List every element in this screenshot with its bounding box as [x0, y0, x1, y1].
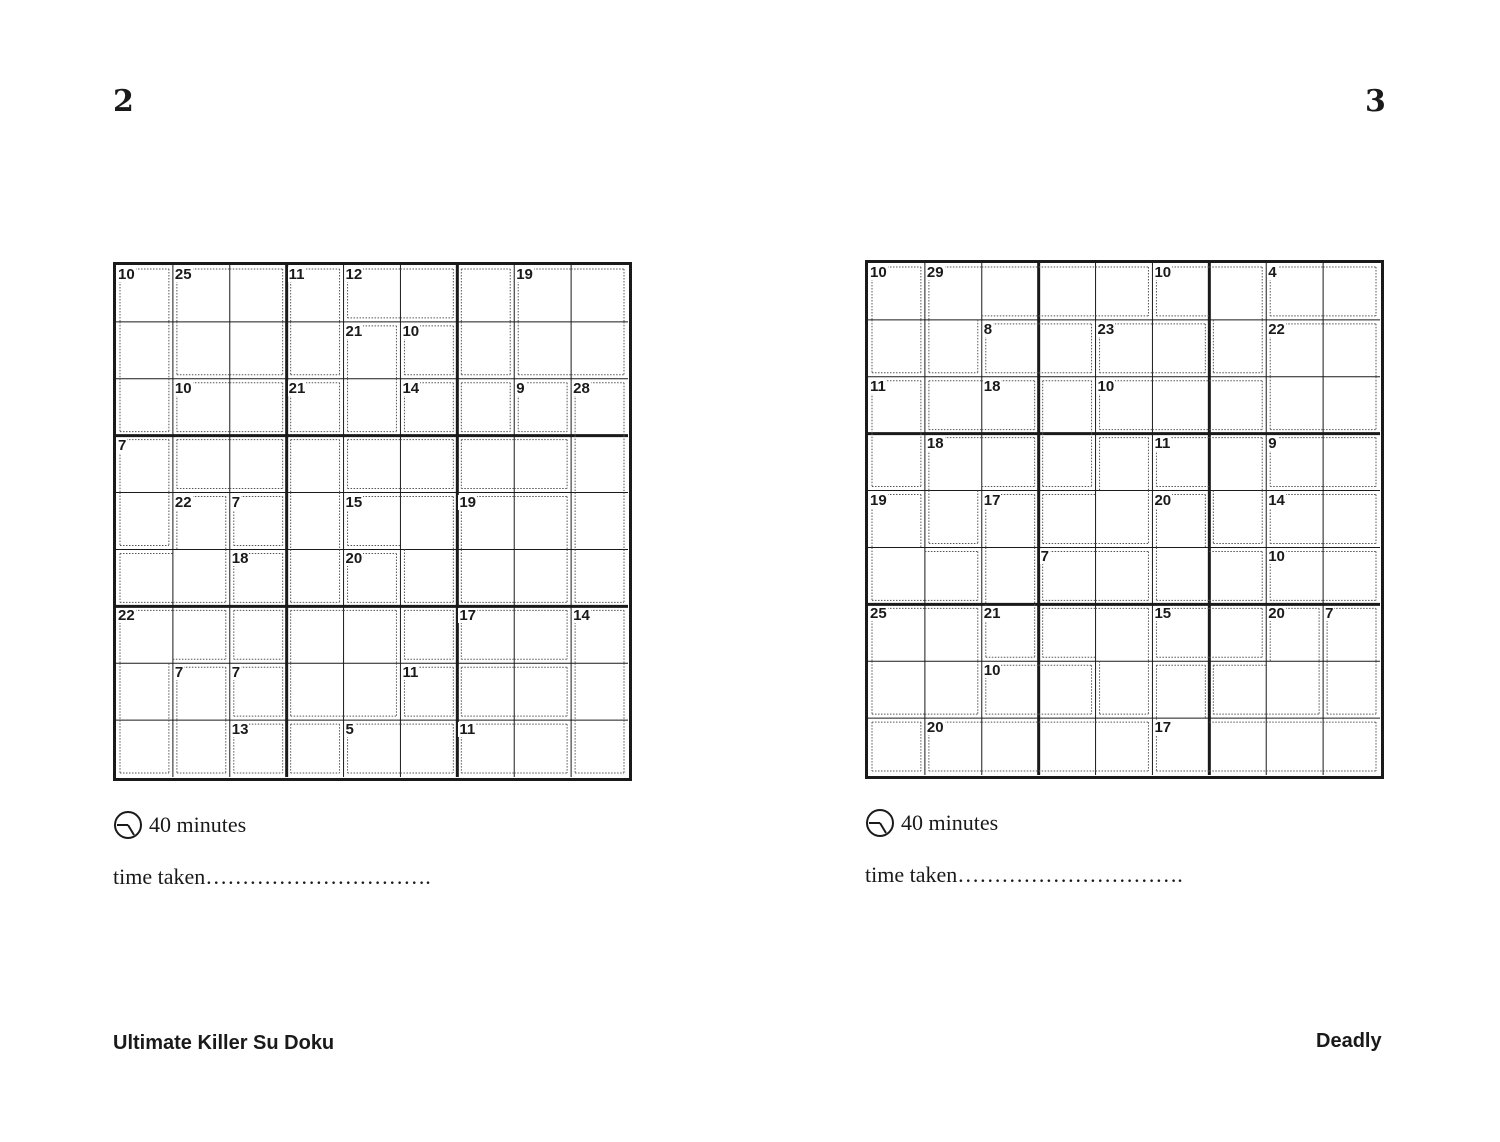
cage-clue: 7: [1040, 548, 1049, 566]
cage-clue: 10: [1097, 377, 1115, 395]
cage-clue: 21: [345, 322, 363, 340]
cage-clue: 22: [118, 607, 135, 625]
cage-clue: 21: [288, 379, 306, 397]
cage-clue: 11: [288, 266, 305, 283]
time-taken-left: time taken………………………….: [113, 864, 431, 889]
page-number-left: 2: [113, 84, 134, 119]
killer-sudoku-grid-right: [865, 260, 1384, 779]
cage-clue: 18: [231, 550, 249, 568]
time-taken-right: time taken………………………….: [865, 862, 1183, 887]
cage-clue: 10: [983, 662, 1001, 680]
cage-clue: 15: [345, 493, 363, 511]
cage-clue: 17: [1154, 719, 1172, 737]
cage-clue: 10: [1268, 548, 1285, 566]
cage-clue: 8: [983, 320, 993, 338]
cage-clue: 11: [402, 664, 419, 682]
cage-clue: 7: [118, 436, 127, 454]
cage-clue: 28: [573, 379, 590, 397]
clock-icon: [113, 810, 143, 840]
cage-clue: 18: [926, 434, 944, 452]
cage-clue: 22: [1268, 320, 1285, 338]
cage-outlines: [120, 266, 624, 773]
cage-clue: 17: [983, 491, 1001, 509]
time-limit-right: [865, 808, 998, 838]
cage-clue: 25: [174, 266, 192, 283]
cage-clue: 20: [345, 550, 363, 568]
time-limit-text: 40 minutes: [149, 812, 247, 837]
cage-clue: 19: [459, 493, 477, 511]
cage-clue: 14: [402, 379, 420, 397]
killer-sudoku-grid-left: [113, 262, 632, 781]
cage-clue: 4: [1268, 264, 1277, 281]
cage-clue: 12: [345, 266, 363, 283]
cage-clue: 7: [231, 664, 241, 682]
cage-clue: 21: [983, 605, 1001, 623]
cage-clue: 11: [870, 377, 886, 395]
cage-clue: 7: [1325, 605, 1334, 623]
cage-clue: 17: [459, 607, 477, 625]
grid-lines: [116, 265, 628, 777]
cage-clue: 22: [174, 493, 192, 511]
book-title-footer: Ultimate Killer Su Doku: [113, 1032, 335, 1054]
cage-clue: 20: [1154, 491, 1172, 509]
grid-lines: [868, 263, 1380, 775]
cage-clue: 9: [1268, 434, 1277, 452]
time-limit-left: [113, 810, 246, 840]
cage-clue: 18: [983, 377, 1001, 395]
cage-clue: 19: [516, 266, 533, 283]
cage-clue: 29: [926, 264, 944, 281]
time-limit-text: 40 minutes: [901, 810, 999, 835]
cage-clue: 25: [870, 605, 887, 623]
cage-clue: 10: [1154, 264, 1172, 281]
difficulty-footer: Deadly: [1316, 1030, 1382, 1052]
cage-clue: 14: [1268, 491, 1285, 509]
cage-clue: 9: [516, 379, 525, 397]
cage-outlines: [872, 264, 1376, 771]
cage-clue: 7: [231, 493, 241, 511]
cage-clue: 15: [1154, 605, 1172, 623]
cage-clue: 10: [870, 264, 887, 281]
cage-clue: 11: [1154, 434, 1171, 452]
clock-icon: [865, 808, 895, 838]
cage-clue: 14: [573, 607, 590, 625]
cage-clue: 10: [174, 379, 192, 397]
cage-clue: 19: [870, 491, 887, 509]
cage-clue: 20: [926, 719, 944, 737]
cage-clue: 7: [174, 664, 184, 682]
cage-clue: 11: [459, 721, 476, 739]
cage-clue: 13: [231, 721, 249, 739]
cage-clue: 20: [1268, 605, 1285, 623]
page-number-right: 3: [1365, 84, 1386, 119]
cage-clue: 23: [1097, 320, 1115, 338]
cage-clue: 10: [402, 322, 420, 340]
cage-clue: 5: [345, 721, 354, 739]
cage-clue: 10: [118, 266, 135, 283]
